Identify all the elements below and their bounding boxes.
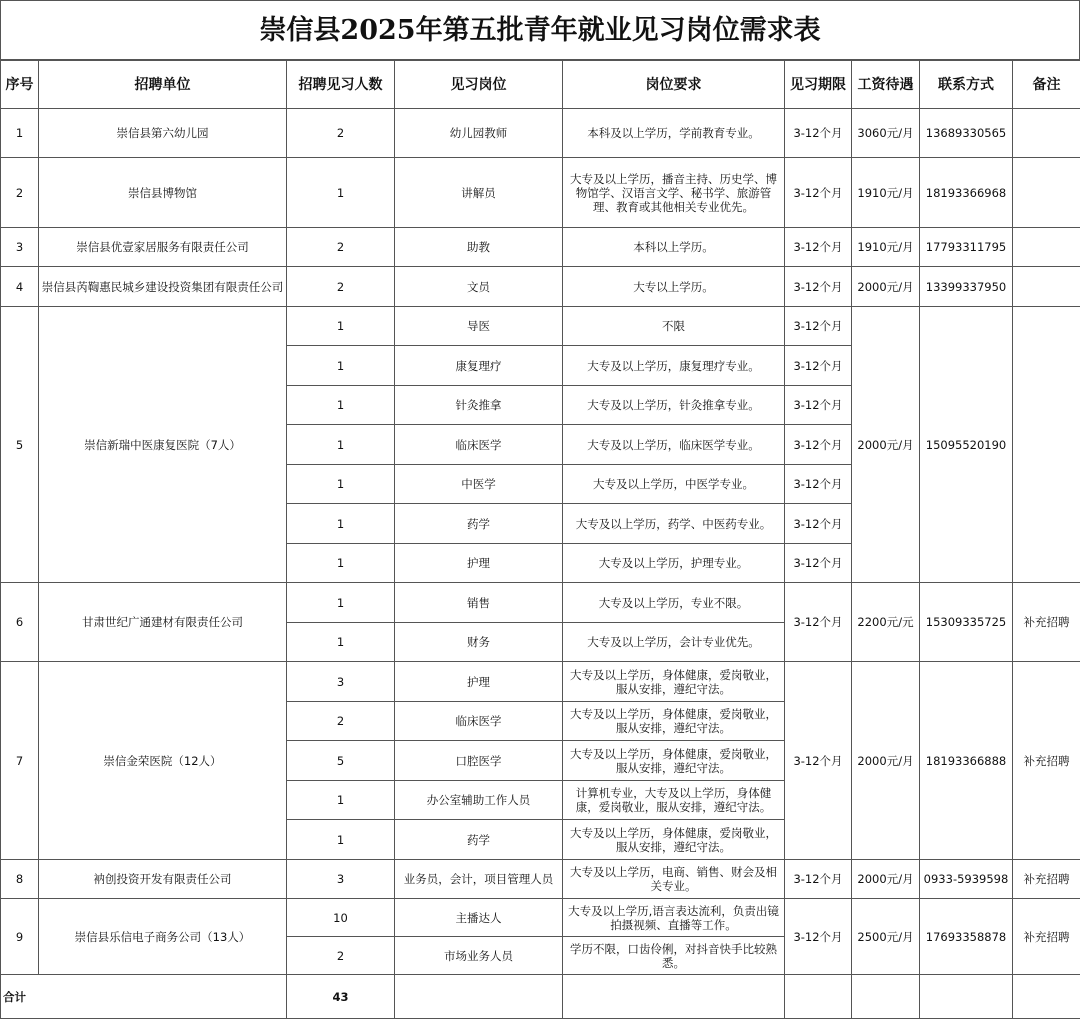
row-count: 1 (287, 346, 395, 386)
header-post: 见习岗位 (395, 61, 563, 109)
header-period: 见习期限 (785, 61, 852, 109)
row-salary: 3060元/月 (852, 109, 920, 158)
header-req: 岗位要求 (563, 61, 785, 109)
row-note (1013, 267, 1080, 307)
row-count: 1 (287, 504, 395, 544)
row-no: 6 (1, 583, 39, 662)
row-req: 本科以上学历。 (563, 228, 785, 267)
row-contact: 18193366888 (920, 662, 1013, 860)
row-req: 大专及以上学历，中医学专业。 (563, 465, 785, 504)
row-post: 护理 (395, 662, 563, 702)
row-count: 1 (287, 623, 395, 662)
header-no: 序号 (1, 61, 39, 109)
row-req: 本科及以上学历，学前教育专业。 (563, 109, 785, 158)
row-period: 3-12个月 (785, 860, 852, 899)
row-salary: 2000元/月 (852, 267, 920, 307)
row-post: 康复理疗 (395, 346, 563, 386)
row-post: 主播达人 (395, 899, 563, 937)
row-req: 大专及以上学历，身体健康，爱岗敬业，服从安排，遵纪守法。 (563, 820, 785, 860)
row-count: 1 (287, 158, 395, 228)
row-req: 大专及以上学历，身体健康，爱岗敬业，服从安排，遵纪守法。 (563, 702, 785, 741)
row-salary: 2000元/月 (852, 860, 920, 899)
row-salary: 1910元/月 (852, 228, 920, 267)
table-row (1, 899, 1080, 937)
table-row (1, 158, 1080, 228)
row-post: 药学 (395, 504, 563, 544)
row-no: 9 (1, 899, 39, 975)
row-req: 大专及以上学历，会计专业优先。 (563, 623, 785, 662)
total-count: 43 (287, 975, 395, 1019)
row-note: 补充招聘 (1013, 899, 1080, 975)
row-note: 补充招聘 (1013, 583, 1080, 662)
row-req: 计算机专业，大专及以上学历，身体健康，爱岗敬业，服从安排，遵纪守法。 (563, 781, 785, 820)
table-row (1, 662, 1080, 702)
row-no: 3 (1, 228, 39, 267)
row-no: 7 (1, 662, 39, 860)
row-note (1013, 158, 1080, 228)
row-unit: 崇信县博物馆 (39, 158, 287, 228)
row-post: 市场业务人员 (395, 937, 563, 975)
row-period: 3-12个月 (785, 109, 852, 158)
row-req: 大专及以上学历，临床医学专业。 (563, 425, 785, 465)
row-unit: 崇信县优壹家居服务有限责任公司 (39, 228, 287, 267)
header-row (1, 61, 1080, 109)
row-count: 1 (287, 583, 395, 623)
row-no: 4 (1, 267, 39, 307)
row-period: 3-12个月 (785, 425, 852, 465)
row-note: 补充招聘 (1013, 860, 1080, 899)
row-req: 大专及以上学历，针灸推拿专业。 (563, 386, 785, 425)
total-label: 合计 (1, 975, 287, 1019)
row-salary: 1910元/月 (852, 158, 920, 228)
row-req: 大专及以上学历,语言表达流利，负责出镜拍摄视频、直播等工作。 (563, 899, 785, 937)
table-row (1, 307, 1080, 346)
row-req: 大专及以上学历，康复理疗专业。 (563, 346, 785, 386)
row-note (1013, 109, 1080, 158)
row-req: 不限 (563, 307, 785, 346)
row-period: 3-12个月 (785, 465, 852, 504)
row-post: 销售 (395, 583, 563, 623)
row-unit: 崇信新瑞中医康复医院（7人） (39, 307, 287, 583)
header-note: 备注 (1013, 61, 1080, 109)
row-req: 大专及以上学历，专业不限。 (563, 583, 785, 623)
row-period: 3-12个月 (785, 346, 852, 386)
row-req: 大专及以上学历，护理专业。 (563, 544, 785, 583)
row-contact: 0933-5939598 (920, 860, 1013, 899)
row-count: 2 (287, 228, 395, 267)
row-period: 3-12个月 (785, 899, 852, 975)
row-req: 学历不限，口齿伶俐，对抖音快手比较熟悉。 (563, 937, 785, 975)
row-count: 1 (287, 544, 395, 583)
row-unit: 崇信金荣医院（12人） (39, 662, 287, 860)
row-unit: 衲创投资开发有限责任公司 (39, 860, 287, 899)
row-period: 3-12个月 (785, 307, 852, 346)
row-post: 业务员，会计，项目管理人员 (395, 860, 563, 899)
row-salary: 2500元/月 (852, 899, 920, 975)
row-unit: 崇信县芮鞫惠民城乡建设投资集团有限责任公司 (39, 267, 287, 307)
row-unit: 崇信县乐信电子商务公司（13人） (39, 899, 287, 975)
row-contact: 13399337950 (920, 267, 1013, 307)
row-period: 3-12个月 (785, 662, 852, 860)
row-count: 1 (287, 307, 395, 346)
row-contact: 18193366968 (920, 158, 1013, 228)
row-count: 3 (287, 662, 395, 702)
row-contact: 13689330565 (920, 109, 1013, 158)
table-row (1, 109, 1080, 158)
header-unit: 招聘单位 (39, 61, 287, 109)
row-salary: 2000元/月 (852, 662, 920, 860)
row-note (1013, 228, 1080, 267)
row-note: 补充招聘 (1013, 662, 1080, 860)
row-period: 3-12个月 (785, 504, 852, 544)
header-salary: 工资待遇 (852, 61, 920, 109)
row-req: 大专以上学历。 (563, 267, 785, 307)
row-req: 大专及以上学历，身体健康，爱岗敬业，服从安排，遵纪守法。 (563, 741, 785, 781)
row-post: 幼儿园教师 (395, 109, 563, 158)
row-count: 2 (287, 109, 395, 158)
header-count: 招聘见习人数 (287, 61, 395, 109)
row-salary: 2000元/月 (852, 307, 920, 583)
row-count: 3 (287, 860, 395, 899)
row-count: 1 (287, 386, 395, 425)
row-contact: 15309335725 (920, 583, 1013, 662)
row-no: 8 (1, 860, 39, 899)
row-no: 5 (1, 307, 39, 583)
row-period: 3-12个月 (785, 267, 852, 307)
row-req: 大专及以上学历，身体健康，爱岗敬业，服从安排，遵纪守法。 (563, 662, 785, 702)
row-req: 大专及以上学历，播音主持、历史学、博物馆学、汉语言文学、秘书学、旅游管理、教育或其他相关专业优先。 (563, 158, 785, 228)
row-post: 临床医学 (395, 702, 563, 741)
table-row (1, 860, 1080, 899)
page-title: 崇信县2025年第五批青年就业见习岗位需求表 (0, 0, 1080, 60)
row-post: 中医学 (395, 465, 563, 504)
table-row (1, 583, 1080, 623)
row-contact: 15095520190 (920, 307, 1013, 583)
row-period: 3-12个月 (785, 158, 852, 228)
row-post: 办公室辅助工作人员 (395, 781, 563, 820)
row-count: 1 (287, 820, 395, 860)
row-contact: 17793311795 (920, 228, 1013, 267)
row-post: 针灸推拿 (395, 386, 563, 425)
row-post: 药学 (395, 820, 563, 860)
row-post: 护理 (395, 544, 563, 583)
row-post: 财务 (395, 623, 563, 662)
row-unit: 甘肃世纪广通建材有限责任公司 (39, 583, 287, 662)
row-post: 讲解员 (395, 158, 563, 228)
row-unit: 崇信县第六幼儿园 (39, 109, 287, 158)
table-row (1, 267, 1080, 307)
row-count: 1 (287, 465, 395, 504)
job-table (0, 60, 1080, 1019)
row-count: 2 (287, 937, 395, 975)
row-period: 3-12个月 (785, 228, 852, 267)
row-count: 1 (287, 425, 395, 465)
row-post: 导医 (395, 307, 563, 346)
row-count: 5 (287, 741, 395, 781)
row-count: 1 (287, 781, 395, 820)
row-note (1013, 307, 1080, 583)
row-req: 大专及以上学历，药学、中医药专业。 (563, 504, 785, 544)
row-no: 1 (1, 109, 39, 158)
row-no: 2 (1, 158, 39, 228)
row-period: 3-12个月 (785, 386, 852, 425)
header-contact: 联系方式 (920, 61, 1013, 109)
row-post: 临床医学 (395, 425, 563, 465)
table-row (1, 228, 1080, 267)
row-count: 10 (287, 899, 395, 937)
row-post: 口腔医学 (395, 741, 563, 781)
row-period: 3-12个月 (785, 583, 852, 662)
row-contact: 17693358878 (920, 899, 1013, 975)
row-req: 大专及以上学历，电商、销售、财会及相关专业。 (563, 860, 785, 899)
row-period: 3-12个月 (785, 544, 852, 583)
row-count: 2 (287, 702, 395, 741)
row-post: 助教 (395, 228, 563, 267)
row-salary: 2200元/元 (852, 583, 920, 662)
total-row (1, 975, 1080, 1019)
row-count: 2 (287, 267, 395, 307)
row-post: 文员 (395, 267, 563, 307)
